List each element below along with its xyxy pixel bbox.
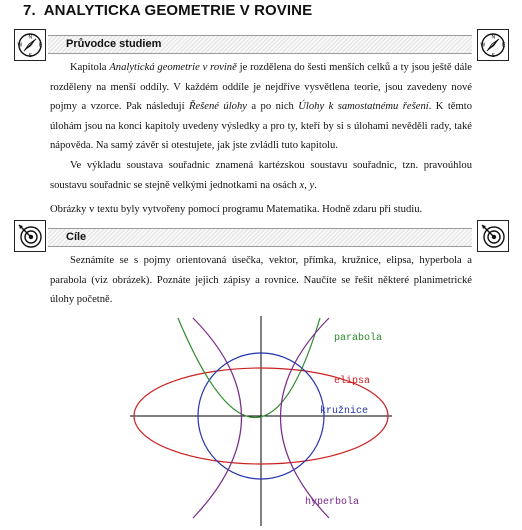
target-icon [14, 220, 46, 252]
svg-text:S: S [491, 53, 495, 59]
compass-icon [477, 29, 509, 61]
svg-text:E: E [502, 42, 506, 49]
section-header-bar [48, 228, 472, 247]
coordinate-axes [130, 316, 392, 526]
circle-label: kružnice [320, 406, 369, 417]
parabola-label: parabola [334, 333, 383, 344]
conic-sections-figure [120, 312, 400, 530]
hyperbola-left-branch [193, 318, 242, 518]
hyperbola-right-branch [281, 318, 330, 518]
svg-text:N: N [491, 34, 496, 41]
hyperbola-label: hyperbola [305, 497, 360, 508]
paragraph-images-note: Obrázky v textu byly vytvořeny pomocí programu Matematika. Hodně zdaru při studiu. [50, 204, 423, 215]
svg-text:S: S [28, 53, 32, 59]
svg-text:E: E [39, 42, 43, 49]
chapter-number: 7. [23, 2, 36, 19]
svg-text:N: N [28, 34, 33, 41]
compass-icon [14, 29, 46, 61]
section-heading-goals: Cíle [66, 231, 87, 243]
svg-text:W: W [480, 42, 486, 49]
paragraph-goals: Seznámíte se s pojmy orientovaná úsečka, vektor, přímka, kružnice, elipsa, hyperbola a parabola (viz obrázek). Poznáte jejich zápisy a rovnice. Naučíte se řešit některé planimetrické úlohy početně. [50, 255, 472, 305]
svg-text:W: W [17, 42, 23, 49]
section-heading-guide: Průvodce studiem [66, 38, 162, 50]
section-header-bar [48, 35, 472, 54]
chapter-title-text: ANALYTICKA GEOMETRIE V ROVINE [43, 2, 313, 19]
paragraph-coordinates: Ve výkladu soustava souřadnic znamená kartézskou soustavu souřadnic, tzn. pravoúhlou soustavu souřadnic se stejně velkými jednotkami na osách x, y. [50, 160, 472, 191]
chapter-title [23, 2, 312, 19]
paragraph-intro: Kapitola Analytická geometrie v rovině je rozdělena do šesti menších celků a ty jsou ještě dále rozděleny na menší oddíly. V každém oddíle je nejdříve vysvětlena teorie, jsou zavedeny nové pojmy a vzorce. Pak následují Řešené úlohy a po nich Úlohy k samostatnému řešení. K těmto úlohám jsou na konci kapitoly uvedeny výsledky a pro ty, kteří by si s úlohami nevěděli rady, také nápověda. Na samý závěr si otestujete, jak jste zvládli tuto kapitolu. [50, 62, 472, 151]
target-icon [477, 220, 509, 252]
ellipse-label: elipsa [334, 376, 371, 387]
